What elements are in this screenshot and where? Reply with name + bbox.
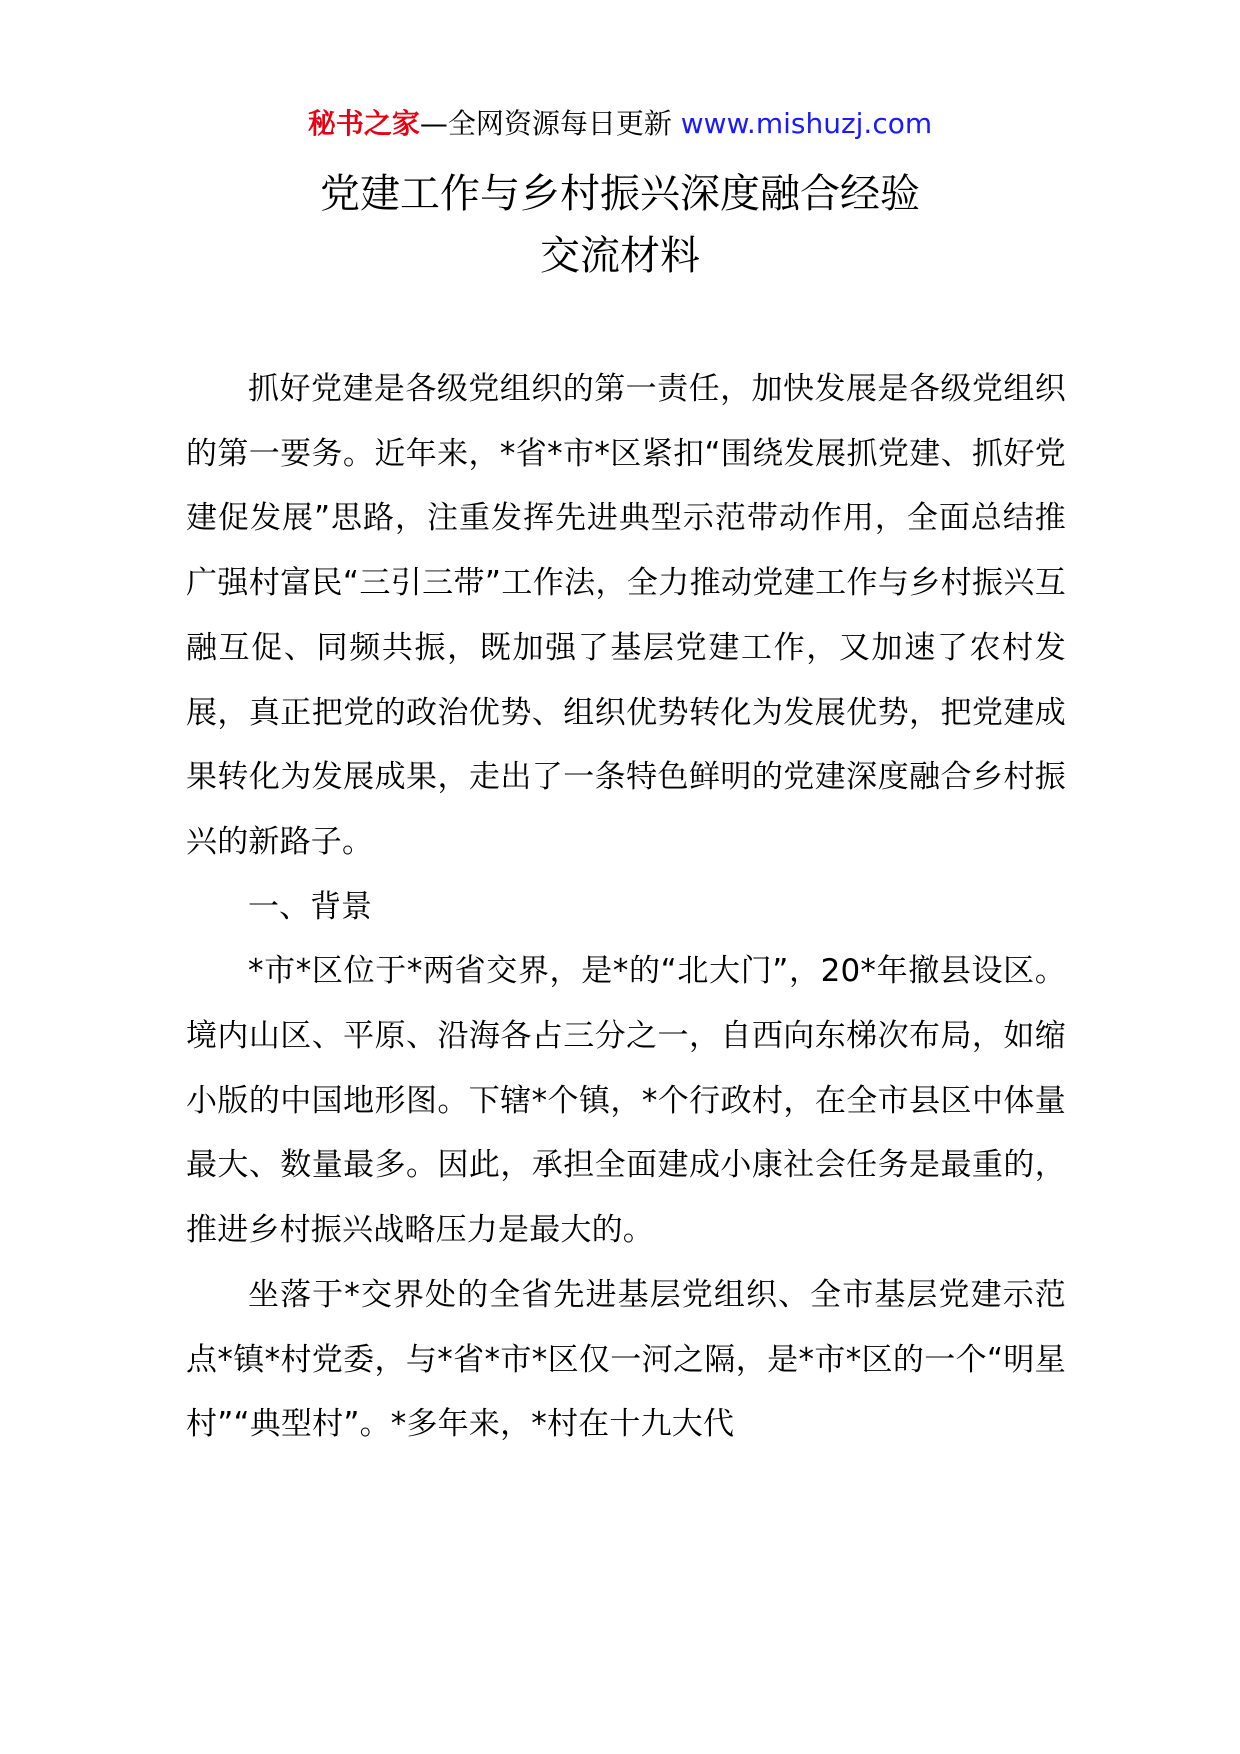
- paragraph-intro: 抓好党建是各级党组织的第一责任，加快发展是各级党组织的第一要务。近年来，*省*市*区紧扣“围绕发展抓党建、抓好党建促发展”思路，注重发挥先进典型示范带动作用，全面总结推广强村富民“三引三带”工作法，全力推动党建工作与乡村振兴互融互促、同频共振，既加强了基层党建工作，又加速了农村发展，真正把党的政治优势、组织优势转化为发展优势，把党建成果转化为发展成果，走出了一条特色鲜明的党建深度融合乡村振兴的新路子。: [186, 371, 1066, 860]
- paragraph-background-2: 坐落于*交界处的全省先进基层党组织、全市基层党建示范点*镇*村党委，与*省*市*区仅一河之隔，是*市*区的一个“明星村”“典型村”。*多年来，*村在十九大代: [186, 1276, 1066, 1443]
- paragraph-background-1: *市*区位于*两省交界，是*的“北大门”，20*年撤县设区。境内山区、平原、沿海各占三分之一，自西向东梯次布局，如缩小版的中国地形图。下辖*个镇，*个行政村，在全市县区中体量最大、数量最多。因此，承担全面建成小康社会任务是最重的，推进乡村振兴战略压力是最大的。: [186, 953, 1066, 1249]
- title-line-1: 党建工作与乡村振兴深度融合经验: [320, 171, 920, 217]
- title-line-2: 交流材料: [540, 233, 700, 279]
- site-url-link[interactable]: www.mishuzj.com: [680, 107, 933, 140]
- site-name: 秘书之家: [307, 107, 420, 140]
- document-title: [0, 163, 1240, 287]
- site-slogan: —全网资源每日更新: [419, 107, 681, 140]
- document-body: [186, 357, 1066, 1457]
- site-header: [0, 104, 1240, 144]
- section-heading-background: 一、背景: [248, 888, 372, 925]
